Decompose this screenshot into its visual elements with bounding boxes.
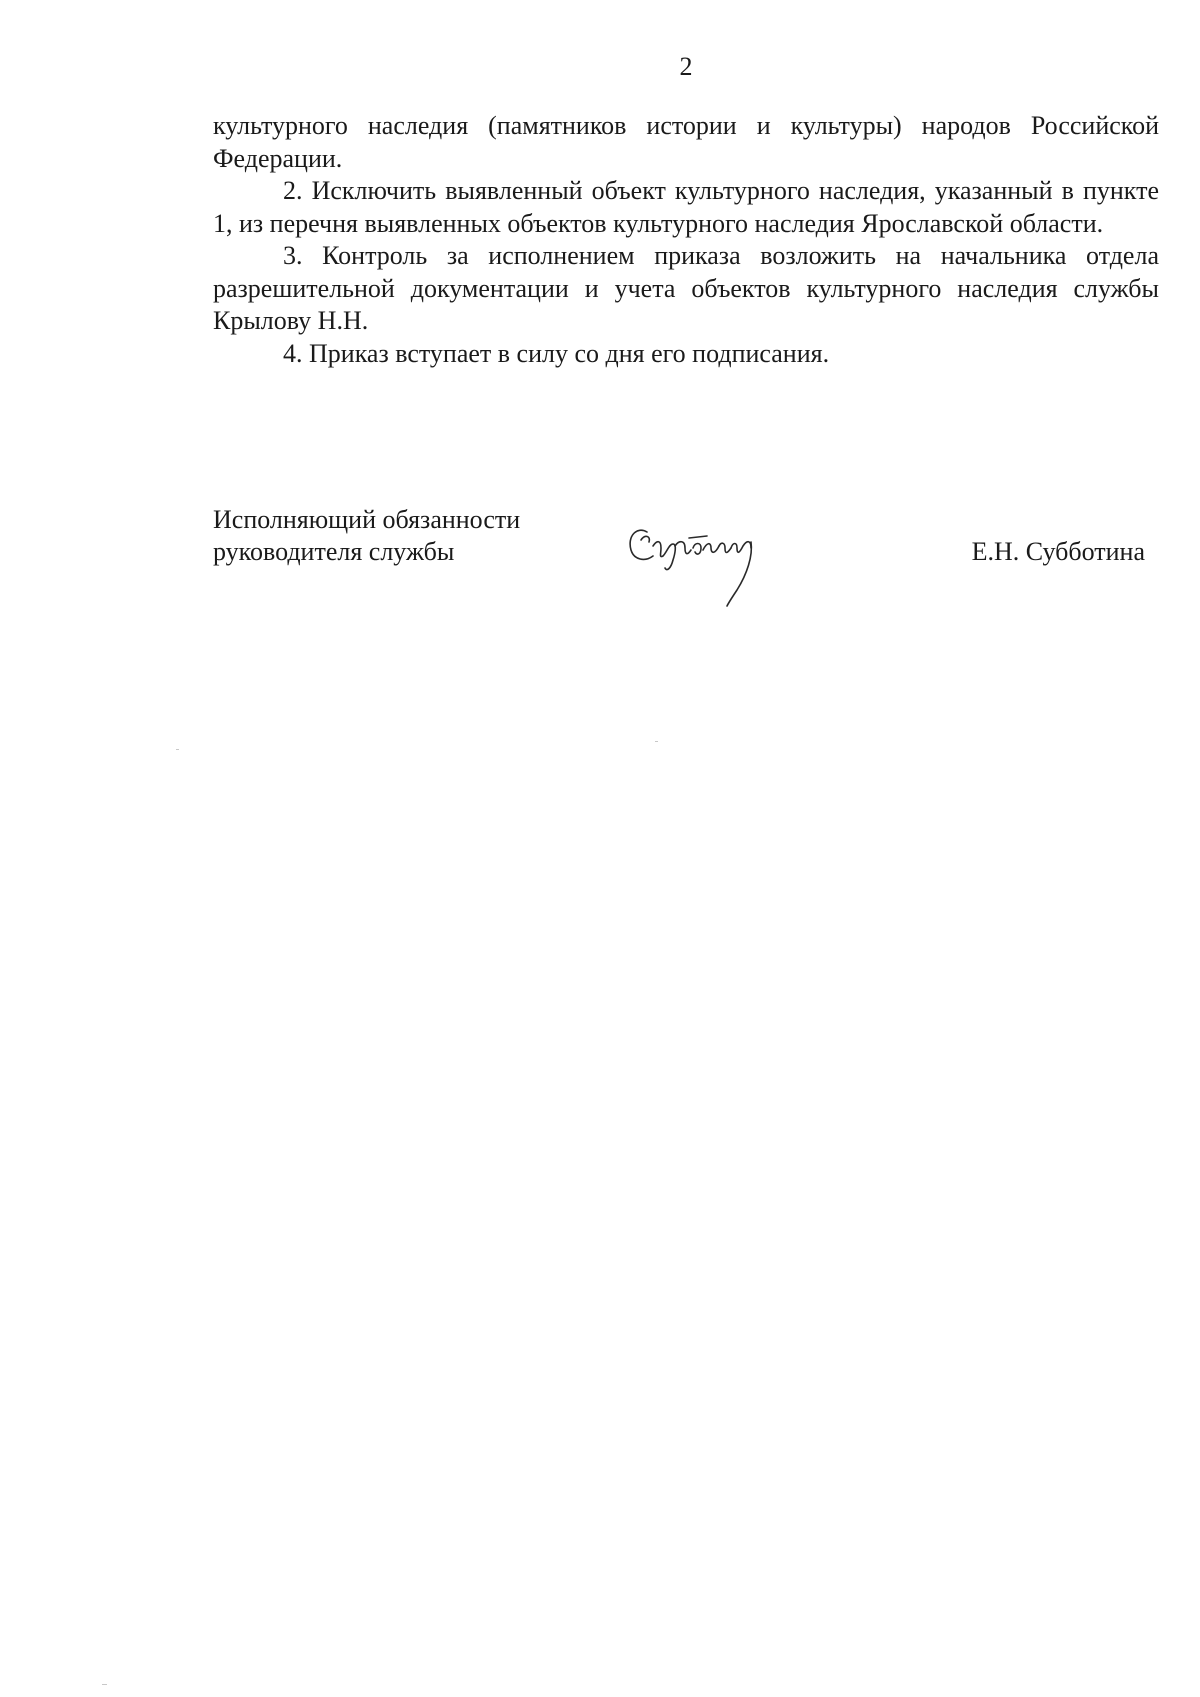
paragraph-item-4: 4. Приказ вступает в силу со дня его подписания. (283, 338, 830, 368)
signature-block (213, 504, 1159, 614)
scan-speck (655, 741, 658, 742)
paragraph-item-2: 2. Исключить выявленный объект культурного наследия, указанный в пункте 1, из перечня выявленных объектов культурного наследия Ярославской области. (213, 176, 1159, 238)
scan-speck (176, 749, 179, 750)
document-body (213, 110, 1159, 370)
signer-name: Е.Н. Субботина (971, 537, 1145, 566)
signer-title-line-2: руководителя службы (213, 537, 455, 566)
scan-speck (102, 1684, 107, 1685)
paragraph-continuation: культурного наследия (памятников истории и культуры) народов Российской Федерации. (213, 111, 1159, 173)
signer-title-line-1: Исполняющий обязанности (213, 505, 521, 534)
signer-title (213, 504, 593, 568)
page-number: 2 (679, 52, 693, 81)
handwritten-signature (623, 512, 783, 612)
paragraph-item-3: 3. Контроль за исполнением приказа возложить на начальника отдела разрешительной документации и учета объектов культурного наследия службы Крылову Н.Н. (213, 241, 1159, 335)
